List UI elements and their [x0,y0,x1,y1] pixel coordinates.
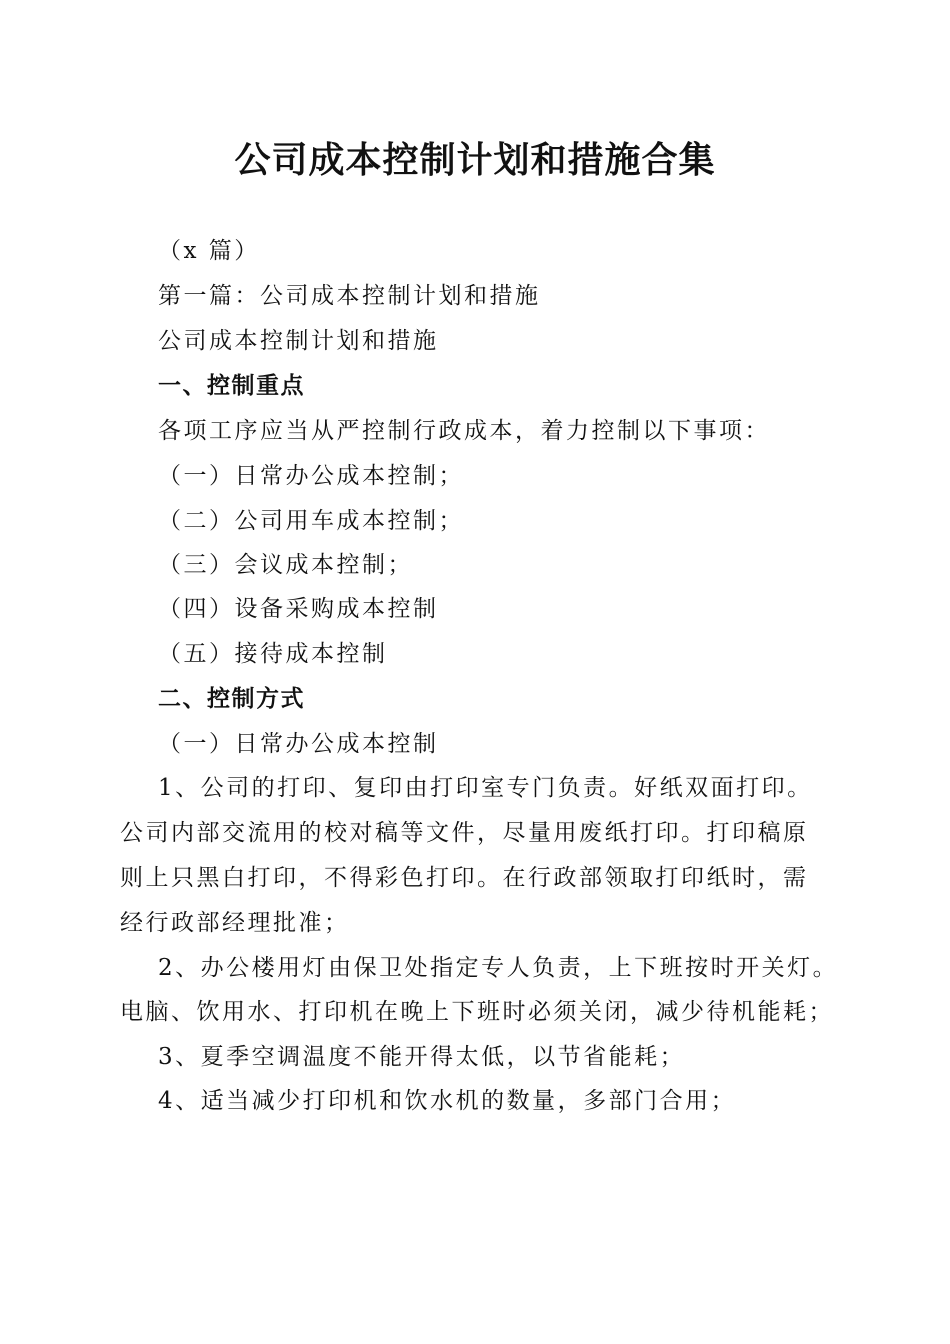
paragraph-line: 4、适当减少打印机和饮水机的数量，多部门合用； [158,1088,737,1114]
heading-control-focus: 一、控制重点 [158,373,305,399]
volume-note: （x 篇） [158,238,260,264]
heading-control-method: 二、控制方式 [158,686,305,712]
subheading-daily-office: （一）日常办公成本控制 [158,731,439,757]
paragraph-line: 2、办公楼用灯由保卫处指定专人负责，上下班按时开关灯。 [158,955,839,981]
section-title: 公司成本控制计划和措施 [158,328,439,354]
document-title: 公司成本控制计划和措施合集 [234,139,716,181]
paragraph-line: 公司内部交流用的校对稿等文件，尽量用废纸打印。打印稿原 [120,820,809,846]
paragraph-line: 则上只黑白打印，不得彩色打印。在行政部领取打印纸时，需 [120,865,809,891]
chapter-heading: 第一篇：公司成本控制计划和措施 [158,283,541,309]
list-item: （二）公司用车成本控制； [158,508,464,534]
paragraph-intro: 各项工序应当从严控制行政成本，着力控制以下事项： [158,418,770,444]
paragraph-line: 经行政部经理批准； [120,910,350,936]
list-item: （三）会议成本控制； [158,552,413,578]
paragraph-line: 1、公司的打印、复印由打印室专门负责。好纸双面打印。 [158,775,813,801]
list-item: （一）日常办公成本控制； [158,463,464,489]
paragraph-line: 电脑、饮用水、打印机在晚上下班时必须关闭，减少待机能耗； [120,999,834,1025]
list-item: （四）设备采购成本控制 [158,596,439,622]
paragraph-line: 3、夏季空调温度不能开得太低，以节省能耗； [158,1044,686,1070]
list-item: （五）接待成本控制 [158,641,388,667]
